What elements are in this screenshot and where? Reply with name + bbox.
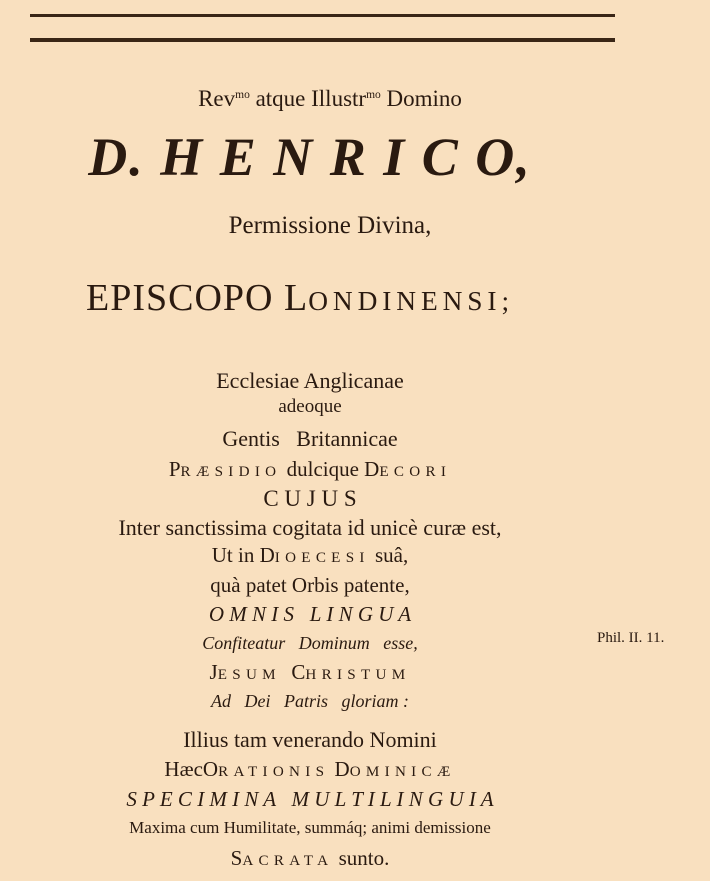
permission-line: Permissione Divina, [228,212,432,239]
ecclesiae-line: Ecclesiae Anglicanae [216,368,404,393]
confiteatur-line: Confiteatur Dominum esse, [202,633,418,653]
gloriam-line: Ad Dei Patris gloriam : [211,691,409,711]
dedicatee-name: D. H E N R I C O, [88,127,532,187]
orbis-line: quà patet Orbis patente, [210,573,410,597]
second-rule [30,38,615,42]
inter-line: Inter sanctissima cogitata id unicè curæ est, [118,515,502,540]
omnis-lingua-line: O M N I S L I N G U A [208,602,412,626]
gentis-line: Gentis Britannicae [222,426,398,451]
praesidio-line: PRÆSIDIO dulcique DECORI [168,457,452,481]
jesum-christum-line: JESUM CHRISTUM [209,660,411,684]
cujus-line: C U J U S [263,486,357,511]
episcopo-line: EPISCOPO LONDINENSI; [85,277,514,319]
dioecesi-line: Ut in DIOECESI suâ, [211,543,409,567]
salutation-line: Rev$^{mo}$ atque Illustr$^{mo}$ Domino [198,86,462,111]
adeoque-line: adeoque [278,396,342,417]
margin-reference: Phil. II. 11. [597,630,665,646]
illius-line: Illius tam venerando Nomini [183,727,437,752]
orationis-line: HæcORATIONIS DOMINICÆ [164,757,456,781]
sacrata-line: SACRATA sunto. [230,846,390,870]
humilitate-line: Maxima cum Humilitate, summáq; animi demissione [129,818,491,837]
top-rule [30,14,615,17]
specimina-line: S P E C I M I N A M U L T I L I N G U I A [126,787,494,811]
